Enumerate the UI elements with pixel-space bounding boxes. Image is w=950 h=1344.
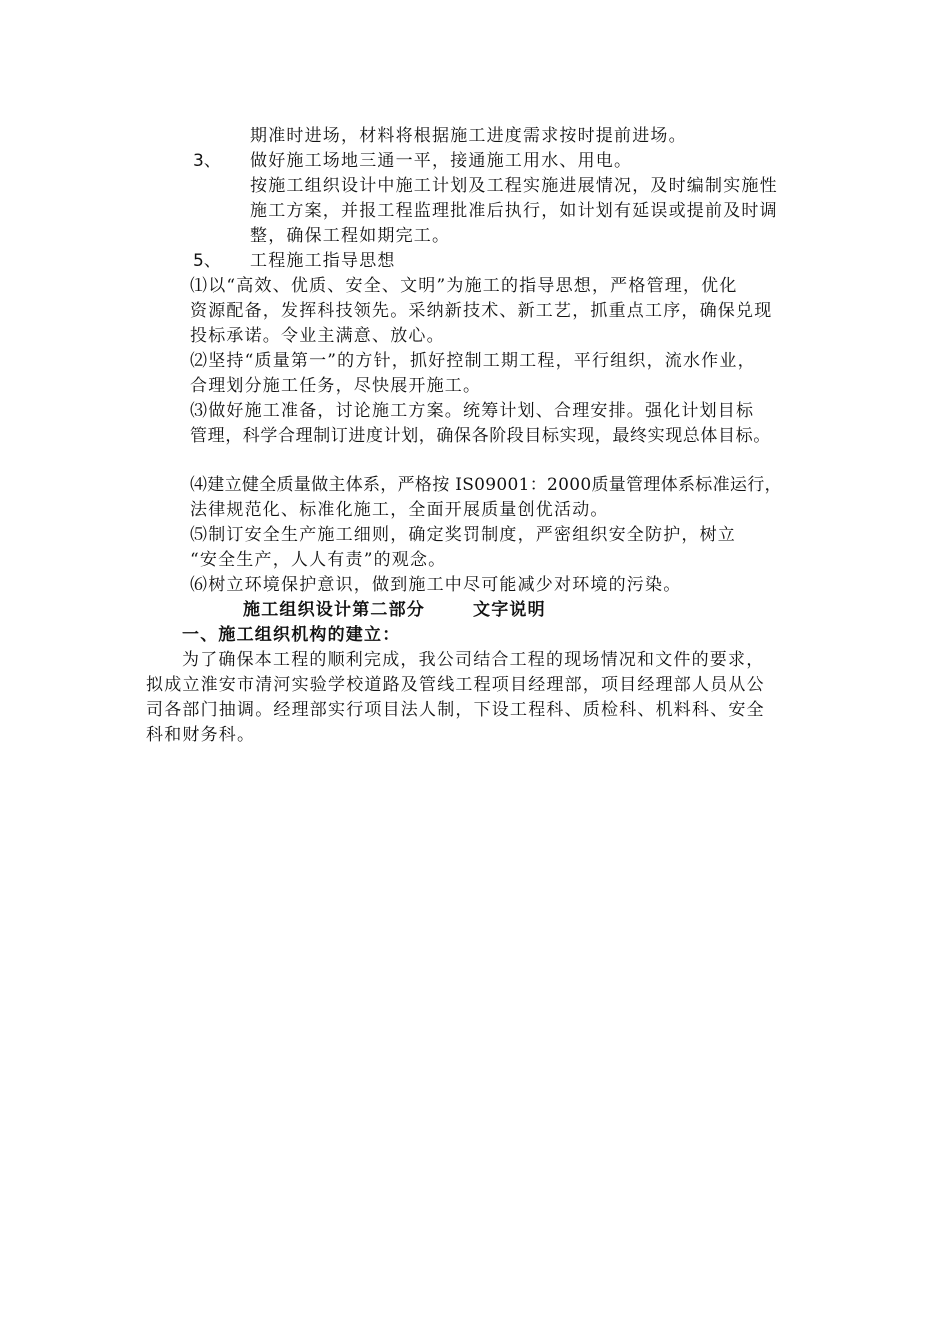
point-2-line-2: 合理划分施工任务，尽快展开施工。 — [190, 376, 482, 396]
point-2-line-1: ⑵坚持“质量第一”的方针，抓好控制工期工程，平行组织，流水作业， — [190, 351, 756, 371]
point-5-line-2: “安全生产，人人有责”的观念。 — [190, 550, 447, 570]
item-3-number: 3、 — [193, 151, 221, 171]
part-2-title: 施工组织设计第二部分 — [243, 600, 425, 620]
point-6-line-1: ⑹树立环境保护意识，做到施工中尽可能减少对环境的污染。 — [190, 575, 682, 595]
point-3-line-1: ⑶做好施工准备，讨论施工方案。统筹计划、合理安排。强化计划目标 — [190, 401, 755, 421]
point-4-line-1: ⑷建立健全质量做主体系，严格按 IS09001：2000质量管理体系标准运行， — [190, 475, 782, 495]
point-5-line-1: ⑸制订安全生产施工细则，确定奖罚制度，严密组织安全防护，树立 — [190, 525, 736, 545]
point-1-line-3: 投标承诺。令业主满意、放心。 — [190, 326, 445, 346]
section-1-paragraph-line-2: 拟成立淮安市清河实验学校道路及管线工程项目经理部，项目经理部人员从公 — [146, 675, 765, 695]
part-2-subtitle: 文字说明 — [473, 600, 546, 620]
point-4-line-2: 法律规范化、标准化施工，全面开展质量创优活动。 — [190, 500, 609, 520]
item-5-number: 5、 — [193, 251, 221, 271]
item-5-text: 工程施工指导思想 — [250, 251, 396, 271]
item-4-line-1: 按施工组织设计中施工计划及工程实施进展情况，及时编制实施性 — [250, 176, 778, 196]
section-1-paragraph-line-4: 科和财务科。 — [146, 725, 256, 745]
item-4-line-2: 施工方案，并报工程监理批准后执行，如计划有延误或提前及时调 — [250, 201, 778, 221]
point-1-line-2: 资源配备，发挥科技领先。采纳新技术、新工艺，抓重点工序，确保兑现 — [190, 301, 773, 321]
section-1-paragraph-line-3: 司各部门抽调。经理部实行项目法人制，下设工程科、质检科、机料科、安全 — [146, 700, 765, 720]
section-1-paragraph-line-1: 为了确保本工程的顺利完成，我公司结合工程的现场情况和文件的要求， — [182, 650, 765, 670]
point-1-line-1: ⑴以“高效、优质、安全、文明”为施工的指导思想，严格管理，优化 — [190, 276, 738, 296]
section-1-heading: 一、施工组织机构的建立： — [182, 625, 401, 645]
intro-line-1: 期准时进场，材料将根据施工进度需求按时提前进场。 — [250, 126, 687, 146]
item-4-line-3: 整，确保工程如期完工。 — [250, 226, 451, 246]
point-3-line-2: 管理，科学合理制订进度计划，确保各阶段目标实现，最终实现总体目标。 — [190, 426, 771, 446]
item-3-text: 做好施工场地三通一平，接通施工用水、用电。 — [250, 151, 633, 171]
